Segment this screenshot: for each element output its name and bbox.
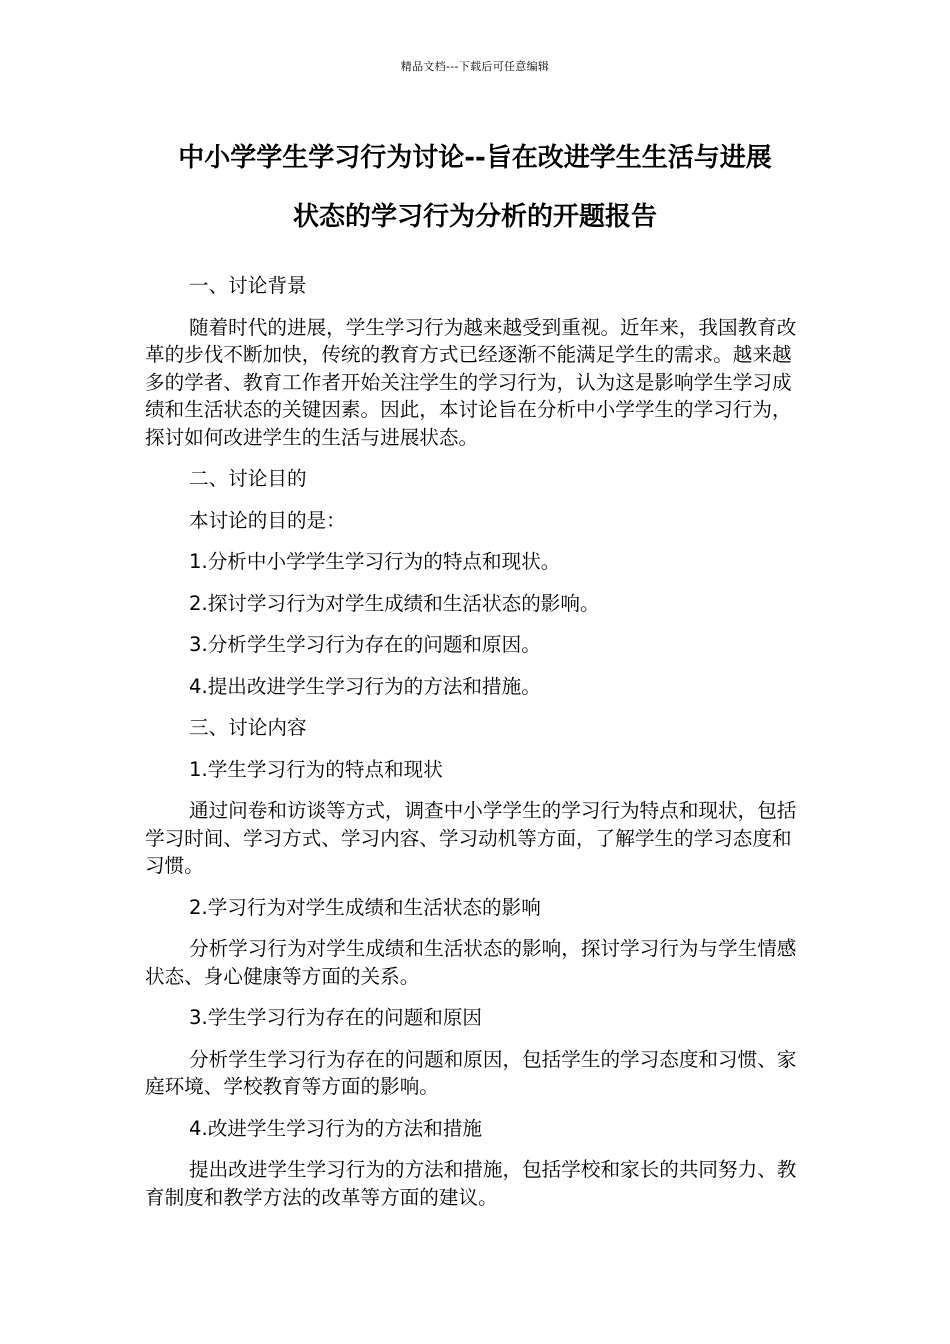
subsection-title: 1.学生学习行为的特点和现状	[189, 757, 443, 781]
list-item: 3.分析学生学习行为存在的问题和原因。	[189, 633, 541, 656]
subsection-paragraph: 通过问卷和访谈等方式，调查中小学学生的学习行为特点和现状，包括学习时间、学习方式、学习内容、学习动机等方面，了解学生的学习态度和习惯。	[145, 799, 797, 877]
subsection-paragraph: 分析学习行为对学生成绩和生活状态的影响，探讨学习行为与学生情感状态、身心健康等方面的关系。	[145, 937, 797, 988]
subsection-paragraph: 提出改进学生学习行为的方法和措施，包括学校和家长的共同努力、教育制度和教学方法的改革等方面的建议。	[145, 1158, 797, 1209]
subsection-title: 2.学习行为对学生成绩和生活状态的影响	[189, 895, 541, 919]
document-title-line-1: 中小学学生学习行为讨论--旨在改进学生生活与进展	[178, 143, 772, 173]
section-heading-purpose: 二、讨论目的	[189, 467, 307, 490]
paragraph-background: 随着时代的进展，学生学习行为越来越受到重视。近年来，我国教育改革的步伐不断加快，传统的教育方式已经逐渐不能满足学生的需求。越来越多的学者、教育工作者开始关注学生的学习行为，认为这是影响学生学习成绩和生活状态的关键因素。因此，本讨论旨在分析中小学学生的学习行为，探讨如何改进学生的生活与进展状态。	[145, 315, 797, 449]
list-item: 2.探讨学习行为对学生成绩和生活状态的影响。	[189, 591, 600, 615]
section-heading-background: 一、讨论背景	[189, 274, 307, 297]
list-item: 4.提出改进学生学习行为的方法和措施。	[189, 674, 541, 698]
section-heading-content: 三、讨论内容	[189, 716, 307, 739]
subsection-title: 3.学生学习行为存在的问题和原因	[189, 1006, 483, 1029]
subsection-title: 4.改进学生学习行为的方法和措施	[189, 1116, 483, 1140]
document-body	[145, 272, 810, 1225]
subsection-paragraph: 分析学生学习行为存在的问题和原因，包括学生的学习态度和习惯、家庭环境、学校教育等方面的影响。	[145, 1047, 797, 1098]
paragraph-purpose-intro: 本讨论的目的是：	[189, 508, 346, 532]
list-item: 1.分析中小学学生学习行为的特点和现状。	[189, 550, 561, 573]
document-title-line-2: 状态的学习行为分析的开题报告	[292, 202, 657, 232]
header-note: 精品文档---下载后可任意编辑	[400, 60, 550, 73]
